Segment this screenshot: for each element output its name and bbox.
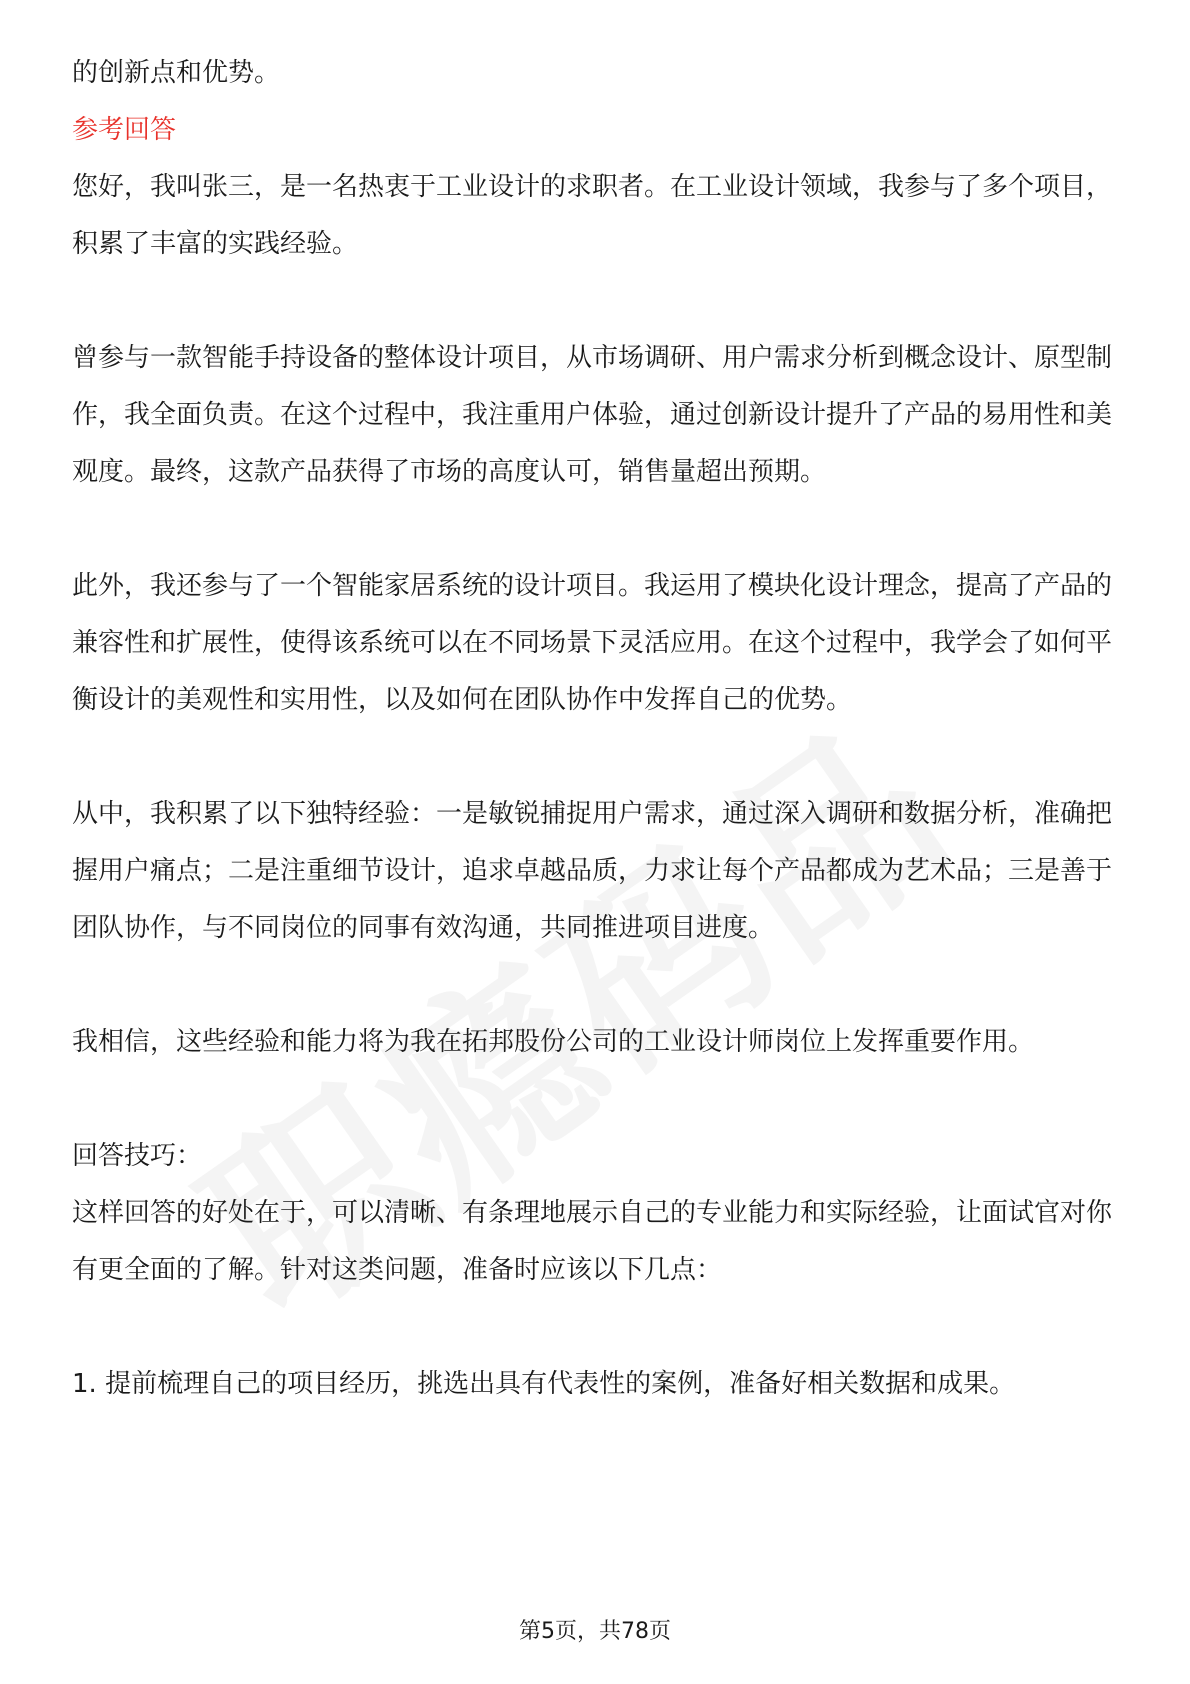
tips-list-item-1: 1. 提前梳理自己的项目经历，挑选出具有代表性的案例，准备好相关数据和成果。 xyxy=(72,1369,1016,1399)
answer-paragraph-2: 曾参与一款智能手持设备的整体设计项目，从市场调研、用户需求分析到概念设计、原型制作，我全面负责。在这个过程中，我注重用户体验，通过创新设计提升了产品的易用性和美观度。最终，这款产品获得了市场的高度认可，销售量超出预期。 xyxy=(72,343,1113,487)
answer-paragraph-5: 我相信，这些经验和能力将为我在拓邦股份公司的工业设计师岗位上发挥重要作用。 xyxy=(72,1027,1035,1057)
answer-paragraph-4: 从中，我积累了以下独特经验：一是敏锐捕捉用户需求，通过深入调研和数据分析，准确把握用户痛点；二是注重细节设计，追求卓越品质，力求让每个产品都成为艺术品；三是善于团队协作，与不同岗位的同事有效沟通，共同推进项目进度。 xyxy=(72,799,1113,943)
reference-answer-heading: 参考回答 xyxy=(72,115,177,145)
answer-paragraph-1: 您好，我叫张三，是一名热衷于工业设计的求职者。在工业设计领域，我参与了多个项目，积累了丰富的实践经验。 xyxy=(72,172,1113,259)
tips-heading: 回答技巧： xyxy=(72,1141,203,1171)
page-number: 第5页，共78页 xyxy=(519,1619,671,1644)
tips-paragraph: 这样回答的好处在于，可以清晰、有条理地展示自己的专业能力和实际经验，让面试官对你有更全面的了解。针对这类问题，准备时应该以下几点： xyxy=(72,1198,1113,1285)
intro-tail: 的创新点和优势。 xyxy=(72,58,281,88)
answer-paragraph-3: 此外，我还参与了一个智能家居系统的设计项目。我运用了模块化设计理念，提高了产品的兼容性和扩展性，使得该系统可以在不同场景下灵活应用。在这个过程中，我学会了如何平衡设计的美观性和实用性，以及如何在团队协作中发挥自己的优势。 xyxy=(72,571,1113,715)
document-body xyxy=(72,45,1118,1413)
